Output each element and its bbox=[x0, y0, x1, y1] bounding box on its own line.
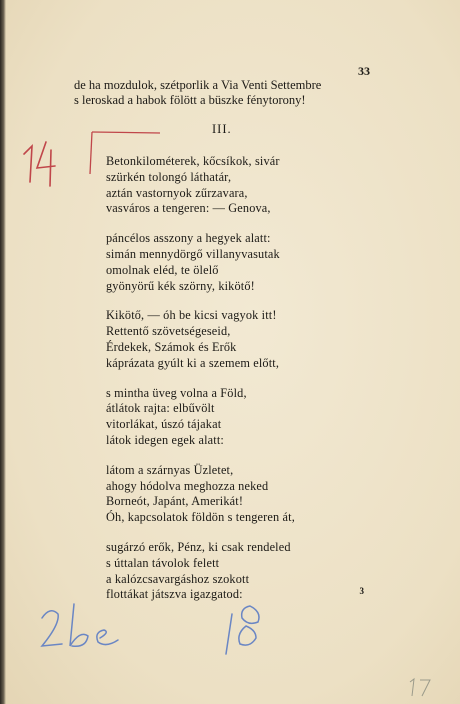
poem-line: a kalózcsavargáshoz szokott bbox=[106, 571, 250, 586]
poem-line: Borneót, Japánt, Amerikát! bbox=[106, 494, 244, 509]
poem-line: vasváros a tengeren: — Genova, bbox=[106, 201, 271, 216]
stanza bbox=[106, 231, 366, 294]
poem-line: káprázata gyúlt ki a szemem előtt, bbox=[106, 355, 280, 370]
poem-line: vitorlákat, úszó tájakat bbox=[106, 417, 222, 432]
poem-line: Betonkilométerek, kőcsíkok, sivár bbox=[106, 154, 280, 168]
stanza bbox=[106, 308, 366, 371]
poem-line: s mintha üveg volna a Föld, bbox=[106, 385, 247, 400]
poem-line: sugárzó erők, Pénz, ki csak rendeled bbox=[106, 539, 291, 554]
poem-line: aztán vastornyok zűrzavara, bbox=[106, 185, 248, 200]
poem-line: látom a szárnyas Üzletet, bbox=[106, 462, 234, 477]
poem-line: páncélos asszony a hegyek alatt: bbox=[106, 231, 271, 246]
poem-line: omolnak eléd, te ölelő bbox=[106, 262, 219, 277]
section-title: III. bbox=[212, 122, 232, 136]
signature-mark: 3 bbox=[359, 586, 364, 596]
intro-line: s leroskad a habok fölött a büszke fénytorony! bbox=[74, 93, 306, 107]
poem-line: ahogy hódolva meghozza neked bbox=[106, 478, 269, 493]
corner-pencil-number bbox=[406, 676, 436, 698]
stanza bbox=[106, 540, 366, 603]
poem-line: gyönyörű kék szörny, kikötő! bbox=[106, 278, 255, 293]
stanza bbox=[106, 386, 366, 449]
intro-lines bbox=[74, 78, 374, 108]
poem-body bbox=[106, 154, 366, 617]
poem-line: Óh, kapcsolatok földön s tengeren át, bbox=[106, 510, 295, 525]
red-margin-handwriting bbox=[20, 136, 60, 192]
poem-line: szürkén tolongó láthatár, bbox=[106, 169, 232, 184]
poem-line: flottákat játszva igazgatod: bbox=[106, 587, 243, 602]
stanza bbox=[106, 154, 366, 217]
intro-line: de ha mozdulok, szétporlik a Via Venti Settembre bbox=[74, 78, 322, 92]
blue-pencil-handwriting bbox=[36, 596, 286, 656]
poem-line: Rettentő szövetségeseid, bbox=[106, 324, 231, 339]
page-binding-edge bbox=[0, 0, 6, 704]
page-number: 33 bbox=[358, 64, 370, 78]
poem-line: átlátok rajta: elbűvölt bbox=[106, 401, 215, 416]
poem-line: simán mennydörgő villanyvasutak bbox=[106, 246, 280, 261]
poem-line: Érdekek, Számok és Erők bbox=[106, 339, 237, 354]
poem-line: s úttalan távolok felett bbox=[106, 555, 220, 570]
stanza bbox=[106, 463, 366, 526]
poem-line: Kikötő, — óh be kicsi vagyok itt! bbox=[106, 308, 277, 323]
poem-line: látok idegen egek alatt: bbox=[106, 432, 224, 447]
